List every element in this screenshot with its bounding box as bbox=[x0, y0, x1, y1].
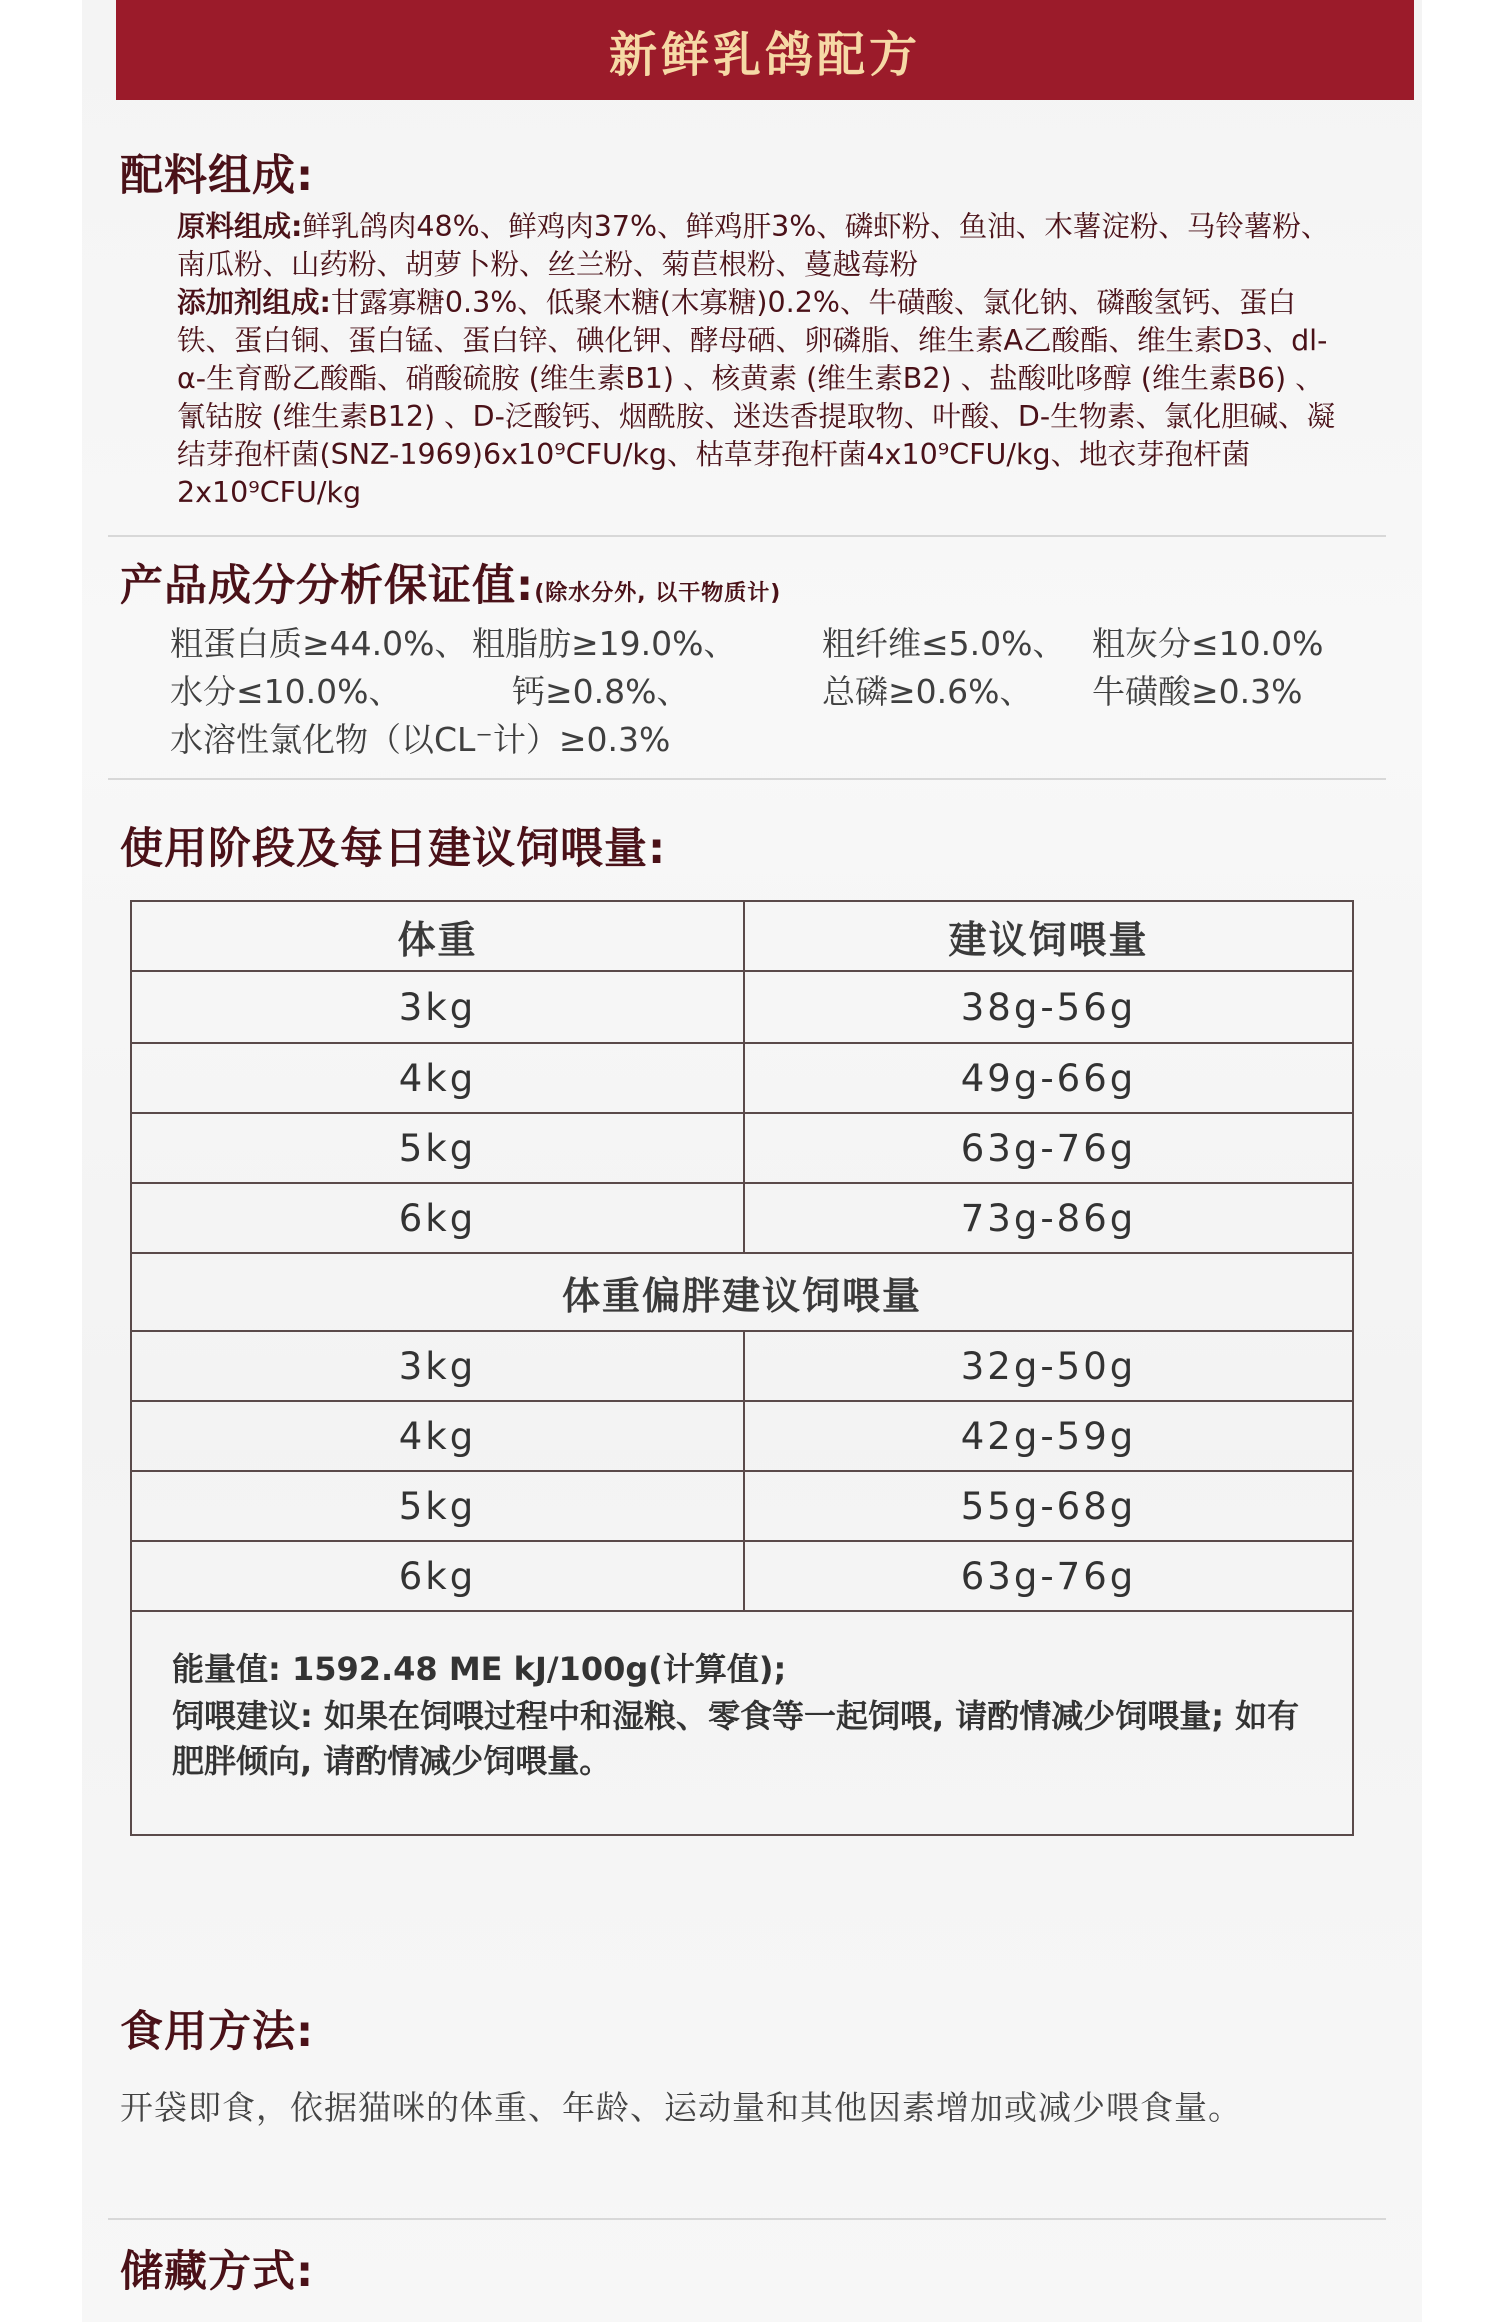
analysis-item: 钙≥0.8%、 bbox=[512, 672, 690, 711]
analysis-row bbox=[170, 716, 1370, 764]
additive-ingredients bbox=[177, 284, 1342, 512]
amount-cell: 42g-59g bbox=[960, 1414, 1137, 1458]
amount-cell: 63g-76g bbox=[960, 1126, 1137, 1170]
header-weight: 体重 bbox=[397, 917, 478, 962]
weight-cell: 4kg bbox=[398, 1414, 477, 1458]
amount-cell: 49g-66g bbox=[960, 1056, 1137, 1100]
divider bbox=[108, 778, 1386, 780]
additive-label: 添加剂组成: bbox=[177, 286, 331, 319]
additive-text: 甘露寡糖0.3%、低聚木糖(木寡糖)0.2%、牛磺酸、氯化钠、磷酸氢钙、蛋白铁、蛋白铜、蛋白锰、蛋白锌、碘化钾、酵母硒、卵磷脂、维生素A乙酸酯、维生素D3、dl-α-生育酚乙酸酯、硝酸硫胺 (维生素B1) 、核黄素 (维生素B2) 、盐酸吡哆醇 (维生素B6) 、氰钴胺 (维生素B12) 、D-泛酸钙、烟酰胺、迷迭香提取物、叶酸、D-生物素、氯化胆碱、凝结芽孢杆菌(SNZ-1969)6x10⁹CFU/kg、枯草芽孢杆菌4x10⁹CFU/kg、地衣芽孢杆菌2x10⁹CFU/kg bbox=[177, 286, 1336, 509]
analysis-item: 粗灰分≤10.0% bbox=[1092, 624, 1324, 663]
weight-cell: 5kg bbox=[398, 1484, 477, 1528]
storage-heading: 储藏方式: bbox=[120, 2247, 315, 2297]
energy-value: 能量值: 1592.48 ME kJ/100g(计算值); bbox=[172, 1650, 787, 1688]
overweight-title: 体重偏胖建议饲喂量 bbox=[561, 1273, 922, 1318]
raw-ingredients bbox=[177, 208, 1342, 284]
weight-cell: 3kg bbox=[398, 1344, 477, 1388]
analysis-heading bbox=[120, 552, 781, 613]
amount-cell: 38g-56g bbox=[960, 985, 1137, 1029]
weight-cell: 4kg bbox=[398, 1056, 477, 1100]
analysis-title: 产品成分分析保证值: bbox=[120, 561, 535, 611]
analysis-values bbox=[170, 620, 1370, 764]
analysis-row bbox=[170, 668, 1370, 716]
ingredients-heading: 配料组成: bbox=[120, 151, 315, 201]
weight-cell: 6kg bbox=[398, 1196, 477, 1240]
feeding-notes bbox=[172, 1647, 1312, 1786]
analysis-item: 牛磺酸≥0.3% bbox=[1092, 672, 1303, 711]
feeding-heading: 使用阶段及每日建议饲喂量: bbox=[120, 824, 667, 874]
weight-cell: 6kg bbox=[398, 1554, 477, 1598]
analysis-note: (除水分外, 以干物质计) bbox=[534, 581, 782, 606]
analysis-item: 水溶性氯化物（以CL⁻计）≥0.3% bbox=[170, 720, 671, 759]
weight-cell: 3kg bbox=[398, 985, 477, 1029]
analysis-row bbox=[170, 620, 1370, 668]
raw-label: 原料组成: bbox=[177, 210, 303, 243]
banner-title: 新鲜乳鸽配方 bbox=[608, 26, 921, 83]
amount-cell: 63g-76g bbox=[960, 1554, 1137, 1598]
table-rule bbox=[132, 1610, 1352, 1612]
ingredients-block bbox=[177, 208, 1342, 512]
page-margin-left bbox=[0, 0, 82, 2322]
analysis-item: 粗纤维≤5.0%、 bbox=[822, 624, 1066, 663]
feeding-table bbox=[130, 900, 1354, 1836]
usage-text: 开袋即食，依据猫咪的体重、年龄、运动量和其他因素增加或减少喂食量。 bbox=[120, 2088, 1242, 2127]
analysis-item: 粗蛋白质≥44.0%、 bbox=[170, 624, 468, 663]
analysis-item: 粗脂肪≥19.0%、 bbox=[472, 624, 737, 663]
divider bbox=[108, 2218, 1386, 2220]
raw-text: 鲜乳鸽肉48%、鲜鸡肉37%、鲜鸡肝3%、磷虾粉、鱼油、木薯淀粉、马铃薯粉、南瓜粉、山药粉、胡萝卜粉、丝兰粉、菊苣根粉、蔓越莓粉 bbox=[177, 210, 1330, 281]
analysis-item: 总磷≥0.6%、 bbox=[822, 672, 1033, 711]
weight-cell: 5kg bbox=[398, 1126, 477, 1170]
title-banner bbox=[116, 0, 1414, 100]
usage-heading: 食用方法: bbox=[120, 2007, 315, 2057]
page-margin-right bbox=[1422, 0, 1500, 2322]
divider bbox=[108, 535, 1386, 537]
amount-cell: 55g-68g bbox=[960, 1484, 1137, 1528]
amount-cell: 73g-86g bbox=[960, 1196, 1137, 1240]
analysis-item: 水分≤10.0%、 bbox=[170, 672, 402, 711]
header-amount: 建议饲喂量 bbox=[948, 917, 1149, 962]
feeding-advice: 饲喂建议: 如果在饲喂过程中和湿粮、零食等一起饲喂, 请酌情减少饲喂量; 如有肥胖倾向, 请酌情减少饲喂量。 bbox=[172, 1697, 1300, 1780]
amount-cell: 32g-50g bbox=[960, 1344, 1137, 1388]
